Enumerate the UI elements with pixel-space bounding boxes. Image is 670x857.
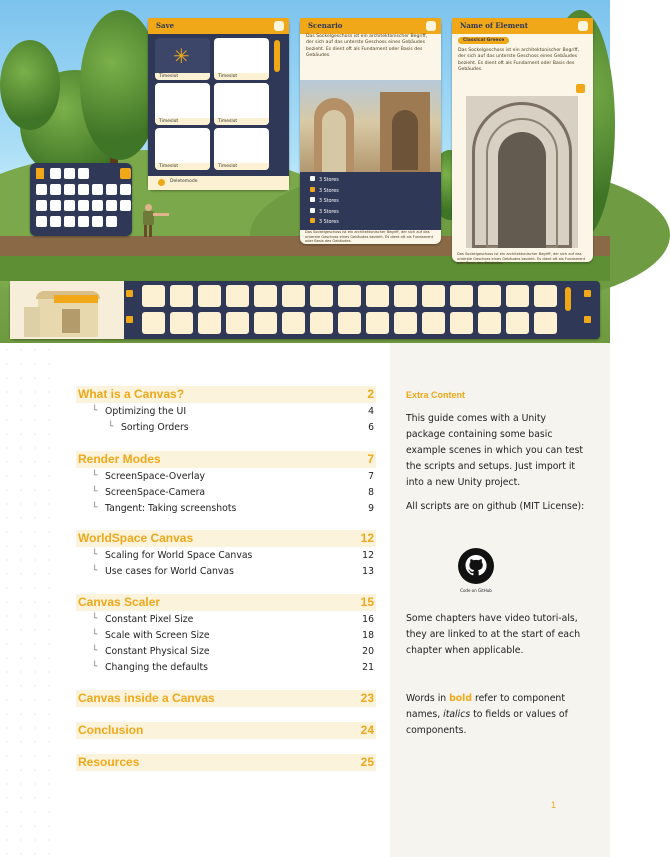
scenario-option-label: 3 Stores (319, 199, 339, 204)
scenario-option-label: 3 Stores (319, 209, 339, 215)
option-list (300, 172, 441, 230)
inventory-slot[interactable] (254, 312, 277, 334)
subentry-arrow-icon: └ (92, 662, 98, 672)
inventory-slot[interactable] (338, 285, 361, 307)
scenario-panel-header (300, 18, 441, 34)
subentry-arrow-icon: └ (92, 614, 98, 624)
inventory-slot[interactable] (310, 312, 333, 334)
toolbar-button[interactable] (582, 288, 593, 299)
subentry-arrow-icon: └ (92, 550, 98, 560)
save-panel (148, 18, 289, 190)
toc-entry-page: 16 (362, 614, 374, 625)
toc-section-page: 24 (360, 723, 374, 737)
toc-entry-page: 8 (368, 487, 374, 498)
formatting-prefix: Words in (406, 693, 450, 704)
formatting-note (406, 691, 586, 739)
toc-entry[interactable] (76, 662, 376, 676)
element-panel (452, 18, 593, 265)
subentry-arrow-icon: └ (92, 503, 98, 513)
toc-entry-page: 6 (368, 422, 374, 433)
scenario-panel-title: Scenario (308, 21, 343, 30)
inventory-slot[interactable] (226, 285, 249, 307)
key-button[interactable] (120, 168, 131, 179)
inventory-slot[interactable] (198, 312, 221, 334)
inventory-slot[interactable] (226, 312, 249, 334)
inventory-bar (10, 281, 600, 339)
inventory-slot[interactable] (282, 312, 305, 334)
toc-entry-title: ScreenSpace-Camera (105, 487, 206, 498)
key-button[interactable] (78, 216, 89, 227)
toc-entry[interactable] (76, 550, 376, 564)
loading-icon: ✳ (173, 44, 190, 68)
scenario-option-label: 3 Stores (319, 188, 339, 194)
scenario-option[interactable] (310, 208, 339, 215)
toc-entry-page: 13 (362, 566, 374, 577)
toc-section[interactable] (76, 722, 376, 739)
character (142, 204, 154, 238)
toc-entry[interactable] (76, 630, 376, 644)
key-button[interactable] (92, 200, 103, 211)
key-button[interactable] (64, 184, 75, 195)
toolbar-button[interactable] (582, 314, 593, 325)
bold-example: bold (449, 693, 473, 704)
save-slot[interactable] (214, 38, 269, 80)
toc-entry[interactable] (76, 503, 376, 517)
subentry-arrow-icon: └ (108, 422, 114, 432)
extra-content-title: Extra Content (406, 390, 466, 400)
formatting-suffix: to fields or values of components. (406, 709, 568, 736)
inventory-slot[interactable] (142, 312, 165, 334)
video-note: Some chapters have video tutori-als, they are linked to at the start of each chapter when applicable. (406, 613, 581, 656)
toc-entry-title: Optimizing the UI (105, 406, 187, 417)
delete-mode-row[interactable] (148, 176, 289, 190)
inventory-slot[interactable] (310, 285, 333, 307)
scenario-option[interactable] (310, 197, 339, 204)
arch-drawing (466, 96, 578, 248)
toc-section[interactable] (76, 690, 376, 707)
scrollbar[interactable] (565, 287, 571, 311)
inventory-slot[interactable] (534, 312, 557, 334)
toc-entry-title: Tangent: Taking screenshots (105, 503, 237, 514)
toc-entry[interactable] (76, 471, 376, 485)
page-margin (0, 343, 62, 857)
toc-entry-title: Constant Pixel Size (105, 614, 194, 625)
subentry-arrow-icon: └ (92, 471, 98, 481)
toc-entry[interactable] (76, 614, 376, 628)
toc-entry-title: Use cases for World Canvas (105, 566, 234, 577)
inventory-slot[interactable] (506, 312, 529, 334)
github-note: All scripts are on github (MIT License): (406, 501, 585, 512)
inventory-slot[interactable] (254, 285, 277, 307)
save-panel-header (148, 18, 289, 34)
close-icon[interactable] (426, 21, 436, 31)
toc-section-page: 7 (367, 452, 374, 466)
toc-entry-page: 21 (362, 662, 374, 673)
inventory-slot[interactable] (170, 312, 193, 334)
toc-section-title: WorldSpace Canvas (78, 531, 194, 545)
key-button[interactable] (36, 184, 47, 195)
key-button[interactable] (106, 216, 117, 227)
inventory-slot[interactable] (450, 285, 473, 307)
element-tag: Classical Greece (458, 37, 509, 44)
scenario-option-label: 3 Stores (319, 220, 339, 225)
inventory-slot[interactable] (394, 285, 417, 307)
inventory-slot[interactable] (394, 312, 417, 334)
radio-icon (310, 218, 315, 223)
toc-entry-page: 9 (368, 503, 374, 514)
toolbar-button[interactable] (124, 288, 135, 299)
key-button[interactable] (92, 184, 103, 195)
key-button[interactable] (120, 200, 131, 211)
key-button[interactable] (78, 184, 89, 195)
toc-entry-title: Scale with Screen Size (105, 630, 210, 641)
toc-entry-page: 12 (362, 550, 374, 561)
tree (0, 40, 60, 130)
scenario-text: Das Sockelgeschoss ist ein architektonischer Begriff, der sich auf das unterste Geschoss eines Gebäudes bezieht. Es dient oft als Fundament oder Basis des Gebäudes. (306, 34, 428, 59)
slot-label: Timeslot (155, 118, 210, 125)
toc-section-title: Canvas Scaler (78, 595, 161, 609)
save-slot[interactable] (155, 38, 210, 80)
save-slot[interactable] (214, 83, 269, 125)
inventory-slot[interactable] (170, 285, 193, 307)
scenario-panel (300, 18, 441, 244)
inventory-slot[interactable] (142, 285, 165, 307)
subentry-arrow-icon: └ (92, 646, 98, 656)
toc-entry[interactable] (76, 422, 376, 436)
toggle-icon[interactable] (158, 179, 165, 186)
scenario-footer: Das Sockelgeschoss ist ein architektonischer Begriff, der sich auf das unterste Geschoss eines Gebäudes bezieht. Es dient oft als Fundament oder Basis des Gebäudes. (305, 230, 434, 243)
toc-section-page: 2 (367, 387, 374, 401)
toc-section-page: 15 (360, 595, 374, 609)
toc-section-title: Conclusion (78, 723, 144, 737)
inventory-slot[interactable] (282, 285, 305, 307)
key-button[interactable] (64, 168, 75, 179)
toc-section-page: 12 (360, 531, 374, 545)
hero-image (0, 0, 610, 343)
close-icon[interactable] (578, 21, 588, 31)
toc-entry-title: Sorting Orders (121, 422, 189, 433)
github-icon[interactable] (458, 548, 494, 584)
github-caption: Code on GitHub (460, 588, 492, 593)
inventory-slot[interactable] (534, 285, 557, 307)
toc-entry-page: 18 (362, 630, 374, 641)
element-text: Das Sockelgeschoss ist ein architektonischer Begriff, der sich auf das unterste Geschoss eines Gebäudes bezieht. Es dient oft als Fundament oder Basis des Gebäudes. (458, 48, 580, 73)
toolbar-button[interactable] (124, 314, 135, 325)
toc-section[interactable] (76, 594, 376, 611)
toc-entry-title: Scaling for World Space Canvas (105, 550, 253, 561)
key-button[interactable] (106, 184, 117, 195)
key-button[interactable] (50, 168, 61, 179)
slot-label: Timeslot (214, 118, 269, 125)
toc-section-title: Resources (78, 755, 140, 769)
key-button[interactable] (64, 216, 75, 227)
inventory-slot[interactable] (478, 285, 501, 307)
scenario-option-label: 3 Stores (319, 178, 339, 183)
toc-section-title: Canvas inside a Canvas (78, 691, 215, 705)
toc-section[interactable] (76, 451, 376, 468)
slot-label: Timeslot (214, 163, 269, 170)
toc-section-title: Render Modes (78, 452, 161, 466)
toc-entry-title: Constant Physical Size (105, 646, 210, 657)
key-button[interactable] (50, 200, 61, 211)
key-button[interactable] (50, 184, 61, 195)
subentry-arrow-icon: └ (92, 566, 98, 576)
toc-entry-page: 20 (362, 646, 374, 657)
inventory-slot[interactable] (198, 285, 221, 307)
italic-example: italics (443, 709, 471, 720)
radio-icon (310, 176, 315, 181)
save-slot[interactable] (155, 83, 210, 125)
toc-entry-page: 4 (368, 406, 374, 417)
key-button[interactable] (50, 216, 61, 227)
inventory-slot[interactable] (478, 312, 501, 334)
key-button[interactable] (120, 184, 131, 195)
element-footer: Das Sockelgeschoss ist ein architektonischer Begriff, der sich auf das unterste Geschoss eines Gebäudes bezieht. Es dient oft als Fundament oder Basis des Gebäudes. (457, 252, 586, 265)
toc-entry-page: 7 (368, 471, 374, 482)
formatting-mid: refer to component names, (406, 693, 565, 720)
subentry-arrow-icon: └ (92, 630, 98, 640)
scrollbar[interactable] (274, 40, 280, 72)
slot-label: Timeslot (155, 163, 210, 170)
scenario-option[interactable] (310, 218, 339, 225)
extra-content-intro: This guide comes with a Unity package containing some basic example scenes in which you can test the scripts and setups. Just import it into a new Unity project. (406, 413, 584, 488)
page-number: 1 (551, 800, 557, 810)
key-button[interactable] (36, 216, 47, 227)
scenario-option[interactable] (310, 176, 339, 183)
ruins-image (300, 80, 441, 186)
toc-entry[interactable] (76, 487, 376, 501)
close-icon[interactable] (274, 21, 284, 31)
inventory-slot[interactable] (450, 312, 473, 334)
slot-label: Timeslot (155, 73, 210, 80)
radio-icon (310, 187, 315, 192)
toc-section[interactable] (76, 754, 376, 771)
toc-section-page: 23 (360, 691, 374, 705)
key-button[interactable] (78, 200, 89, 211)
radio-icon (310, 197, 315, 202)
key-button[interactable] (78, 168, 89, 179)
toc-entry[interactable] (76, 646, 376, 660)
toc-section-page: 25 (360, 755, 374, 769)
inventory-slot[interactable] (506, 285, 529, 307)
toc-section[interactable] (76, 386, 376, 403)
key-button[interactable] (106, 200, 117, 211)
toc-entry[interactable] (76, 566, 376, 580)
inventory-slot[interactable] (422, 285, 445, 307)
key-button[interactable] (36, 200, 47, 211)
temple-thumbnail (10, 281, 124, 339)
slot-label: Timeslot (214, 73, 269, 80)
delete-mode-label: Deletemode (170, 179, 198, 184)
inventory-slot[interactable] (338, 312, 361, 334)
key-button[interactable] (64, 200, 75, 211)
bookmark-icon[interactable] (576, 84, 585, 93)
keypad-panel (30, 163, 132, 236)
toc-section[interactable] (76, 530, 376, 547)
element-panel-title: Name of Element (460, 21, 528, 30)
element-panel-header (452, 18, 593, 34)
subentry-arrow-icon: └ (92, 487, 98, 497)
toc-entry[interactable] (76, 406, 376, 420)
radio-icon (310, 208, 315, 213)
save-panel-title: Save (156, 21, 175, 30)
subentry-arrow-icon: └ (92, 406, 98, 416)
toc-entry-title: ScreenSpace-Overlay (105, 471, 206, 482)
scenario-option[interactable] (310, 187, 339, 194)
inventory-slot[interactable] (366, 285, 389, 307)
flag-icon (36, 168, 44, 179)
toc-entry-title: Changing the defaults (105, 662, 208, 673)
save-slot[interactable] (155, 128, 210, 170)
inventory-slot[interactable] (366, 312, 389, 334)
inventory-slot[interactable] (422, 312, 445, 334)
toc-section-title: What is a Canvas? (78, 387, 185, 401)
save-slot[interactable] (214, 128, 269, 170)
key-button[interactable] (92, 216, 103, 227)
